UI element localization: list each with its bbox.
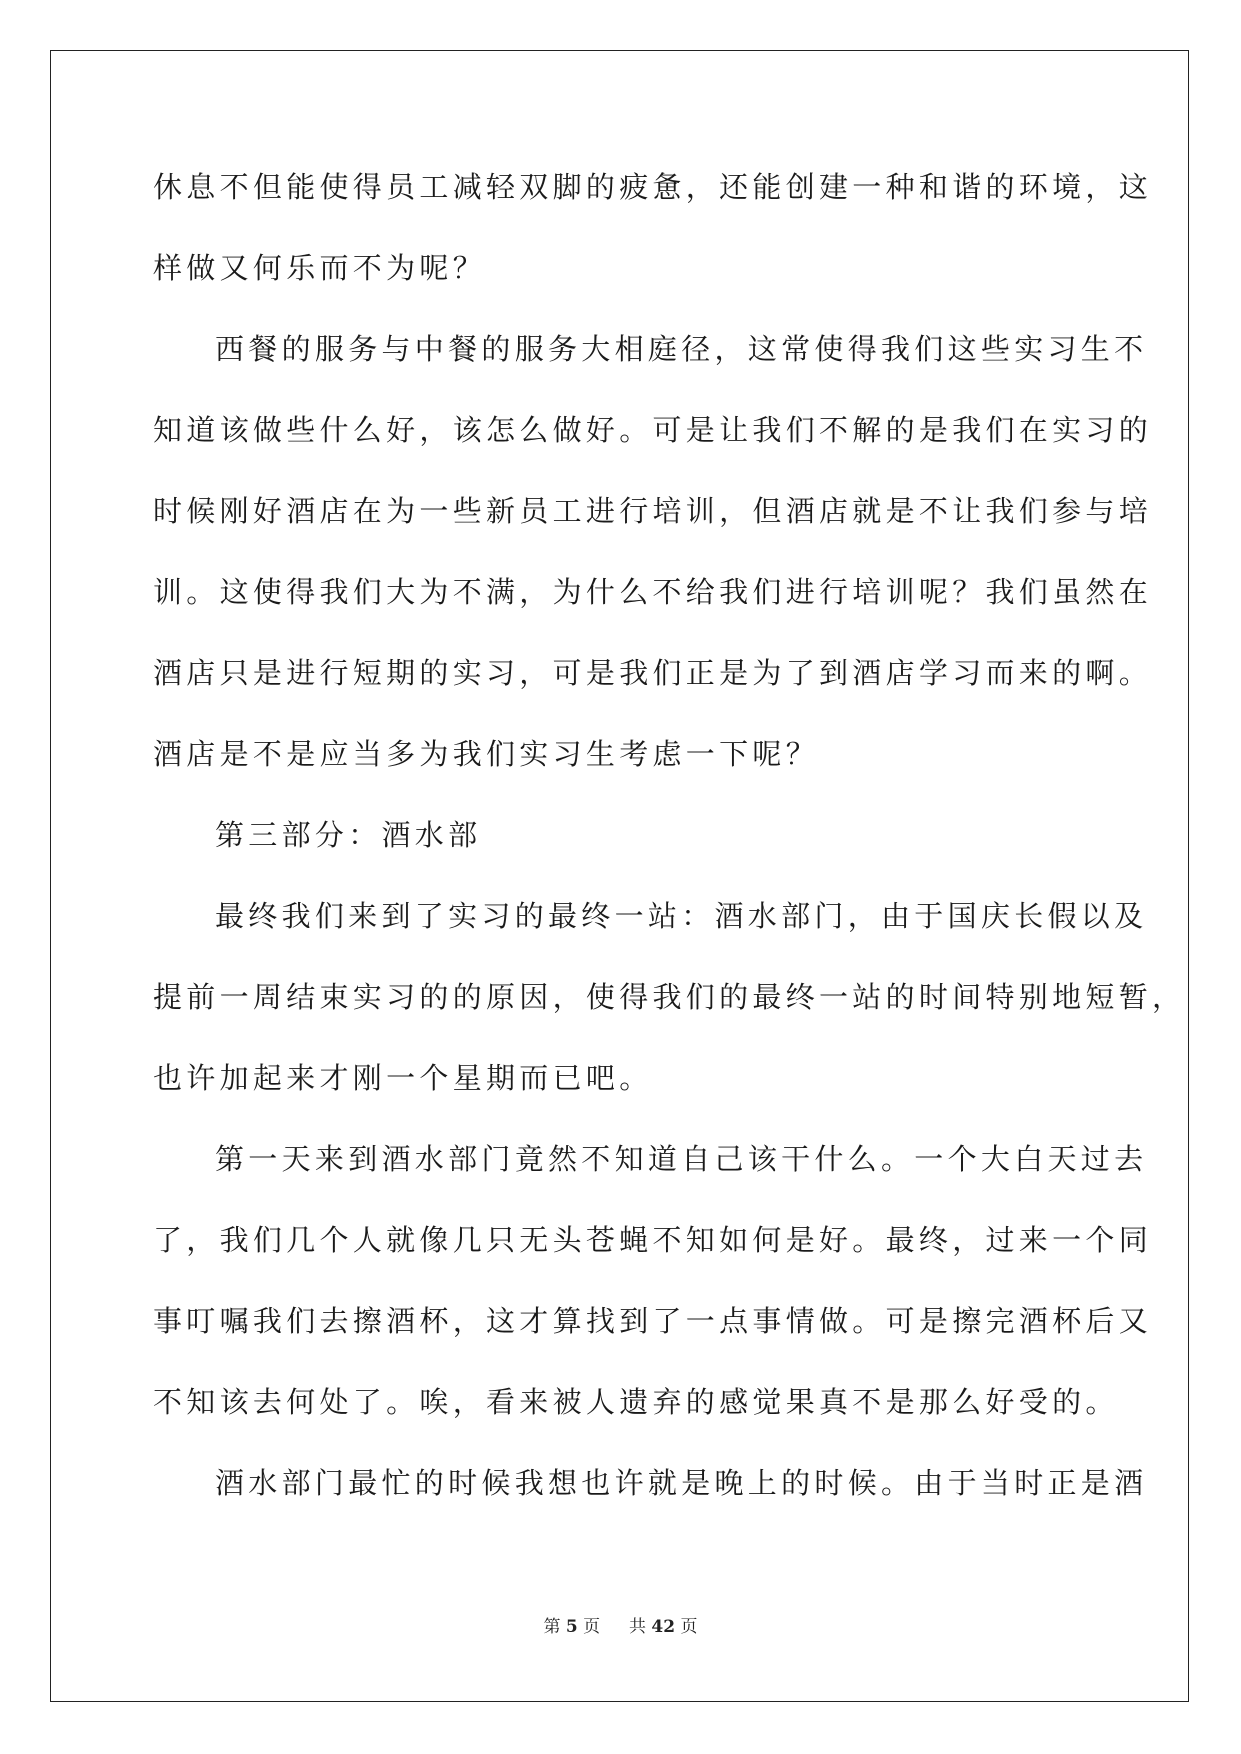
text-line: 休息不但能使得员工减轻双脚的疲惫，还能创建一种和谐的环境，这 — [153, 170, 1153, 204]
page-footer — [0, 1612, 1241, 1637]
text-line: 酒水部门最忙的时候我想也许就是晚上的时候。由于当时正是酒 — [215, 1466, 1148, 1500]
text-line: 也许加起来才刚一个星期而已吧。 — [153, 1061, 653, 1095]
document-body — [153, 165, 1186, 1542]
page-number: 5 — [565, 1617, 578, 1637]
text-line: 第一天来到酒水部门竟然不知道自己该干什么。一个大白天过去 — [215, 1142, 1148, 1176]
total-prefix: 共 — [628, 1617, 646, 1637]
text-line: 知道该做些什么好，该怎么做好。可是让我们不解的是我们在实习的 — [153, 413, 1153, 447]
page-suffix: 页 — [583, 1617, 601, 1637]
total-pages: 42 — [651, 1617, 676, 1637]
text-line: 了，我们几个人就像几只无头苍蝇不知如何是好。最终，过来一个同 — [153, 1223, 1153, 1257]
text-line: 最终我们来到了实习的最终一站：酒水部门，由于国庆长假以及 — [215, 899, 1148, 933]
text-line: 时候刚好酒店在为一些新员工进行培训，但酒店就是不让我们参与培 — [153, 494, 1153, 528]
text-line: 事叮嘱我们去擦酒杯，这才算找到了一点事情做。可是擦完酒杯后又 — [153, 1304, 1153, 1338]
text-line: 提前一周结束实习的的原因，使得我们的最终一站的时间特别地短暂， — [153, 980, 1186, 1014]
text-line: 不知该去何处了。唉，看来被人遗弃的感觉果真不是那么好受的。 — [153, 1385, 1119, 1419]
text-line: 酒店是不是应当多为我们实习生考虑一下呢？ — [153, 737, 820, 771]
text-line: 西餐的服务与中餐的服务大相庭径，这常使得我们这些实习生不 — [215, 332, 1148, 366]
text-line: 酒店只是进行短期的实习，可是我们正是为了到酒店学习而来的啊。 — [153, 656, 1153, 690]
page-prefix: 第 — [543, 1617, 561, 1637]
text-line: 样做又何乐而不为呢？ — [153, 251, 487, 285]
text-line: 第三部分：酒水部 — [215, 818, 482, 852]
total-suffix: 页 — [680, 1617, 698, 1637]
text-line: 训。这使得我们大为不满，为什么不给我们进行培训呢？我们虽然在 — [153, 575, 1153, 609]
